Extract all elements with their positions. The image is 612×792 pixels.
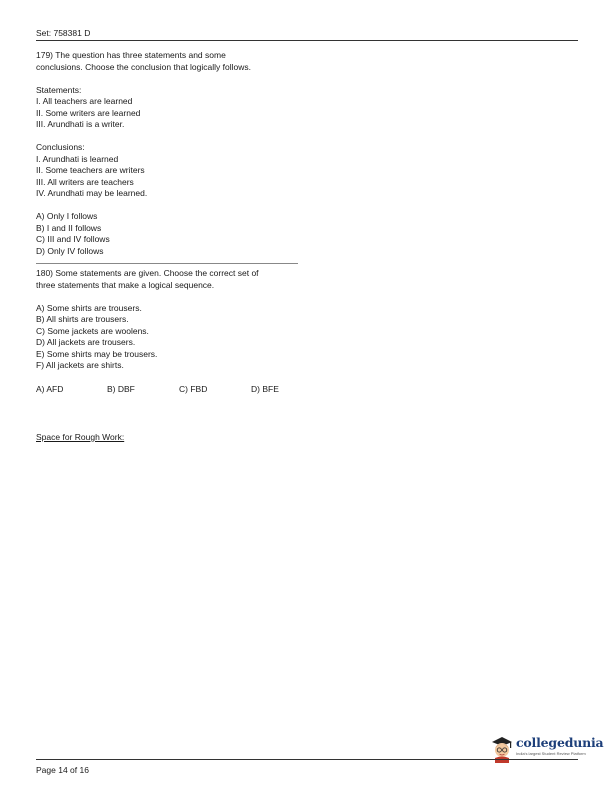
question-stem-line: conclusions. Choose the conclusion that logically follows. <box>36 61 251 72</box>
statement-item: A) Some shirts are trousers. <box>36 302 142 313</box>
answer-option: D) BFE <box>251 384 279 394</box>
conclusion-item: II. Some teachers are writers <box>36 165 145 175</box>
question-179 <box>36 50 306 257</box>
answer-option: B) DBF <box>107 384 135 394</box>
set-label: Set: 758381 D <box>36 28 91 38</box>
question-divider <box>36 263 298 264</box>
statements-heading: Statements: <box>36 84 82 95</box>
conclusion-item: IV. Arundhati may be learned. <box>36 188 148 198</box>
rough-work-label: Space for Rough Work: <box>36 432 125 442</box>
conclusion-item: III. All writers are teachers <box>36 176 134 187</box>
collegedunia-logo <box>490 733 604 765</box>
answer-option: A) Only I follows <box>36 211 98 221</box>
statement-item: C) Some jackets are woolens. <box>36 325 149 336</box>
header-divider <box>36 40 578 41</box>
statement-item: I. All teachers are learned <box>36 96 133 106</box>
statement-item: III. Arundhati is a writer. <box>36 119 125 129</box>
statement-item: E) Some shirts may be trousers. <box>36 348 158 359</box>
question-stem-line: three statements that make a logical sequence. <box>36 279 215 290</box>
logo-wordmark: collegedunia <box>516 735 604 750</box>
statement-item: F) All jackets are shirts. <box>36 360 124 370</box>
statement-item: D) All jackets are trousers. <box>36 337 136 347</box>
answer-option: B) I and II follows <box>36 222 102 233</box>
question-stem-line: 179) The question has three statements and some <box>36 50 226 60</box>
question-180 <box>36 268 306 372</box>
question-stem-line: 180) Some statements are given. Choose the correct set of <box>36 268 259 278</box>
statement-item: II. Some writers are learned <box>36 107 141 118</box>
footer-divider <box>36 759 578 760</box>
answer-option: D) Only IV follows <box>36 245 104 256</box>
statement-item: B) All shirts are trousers. <box>36 314 129 324</box>
answer-option: C) III and IV follows <box>36 234 110 244</box>
logo-tagline: India's largest Student Review Platform <box>516 751 586 756</box>
conclusion-item: I. Arundhati is learned <box>36 153 119 164</box>
page-number: Page 14 of 16 <box>36 765 89 775</box>
answer-option: C) FBD <box>179 384 208 394</box>
conclusions-heading: Conclusions: <box>36 142 85 152</box>
answer-option: A) AFD <box>36 384 64 394</box>
